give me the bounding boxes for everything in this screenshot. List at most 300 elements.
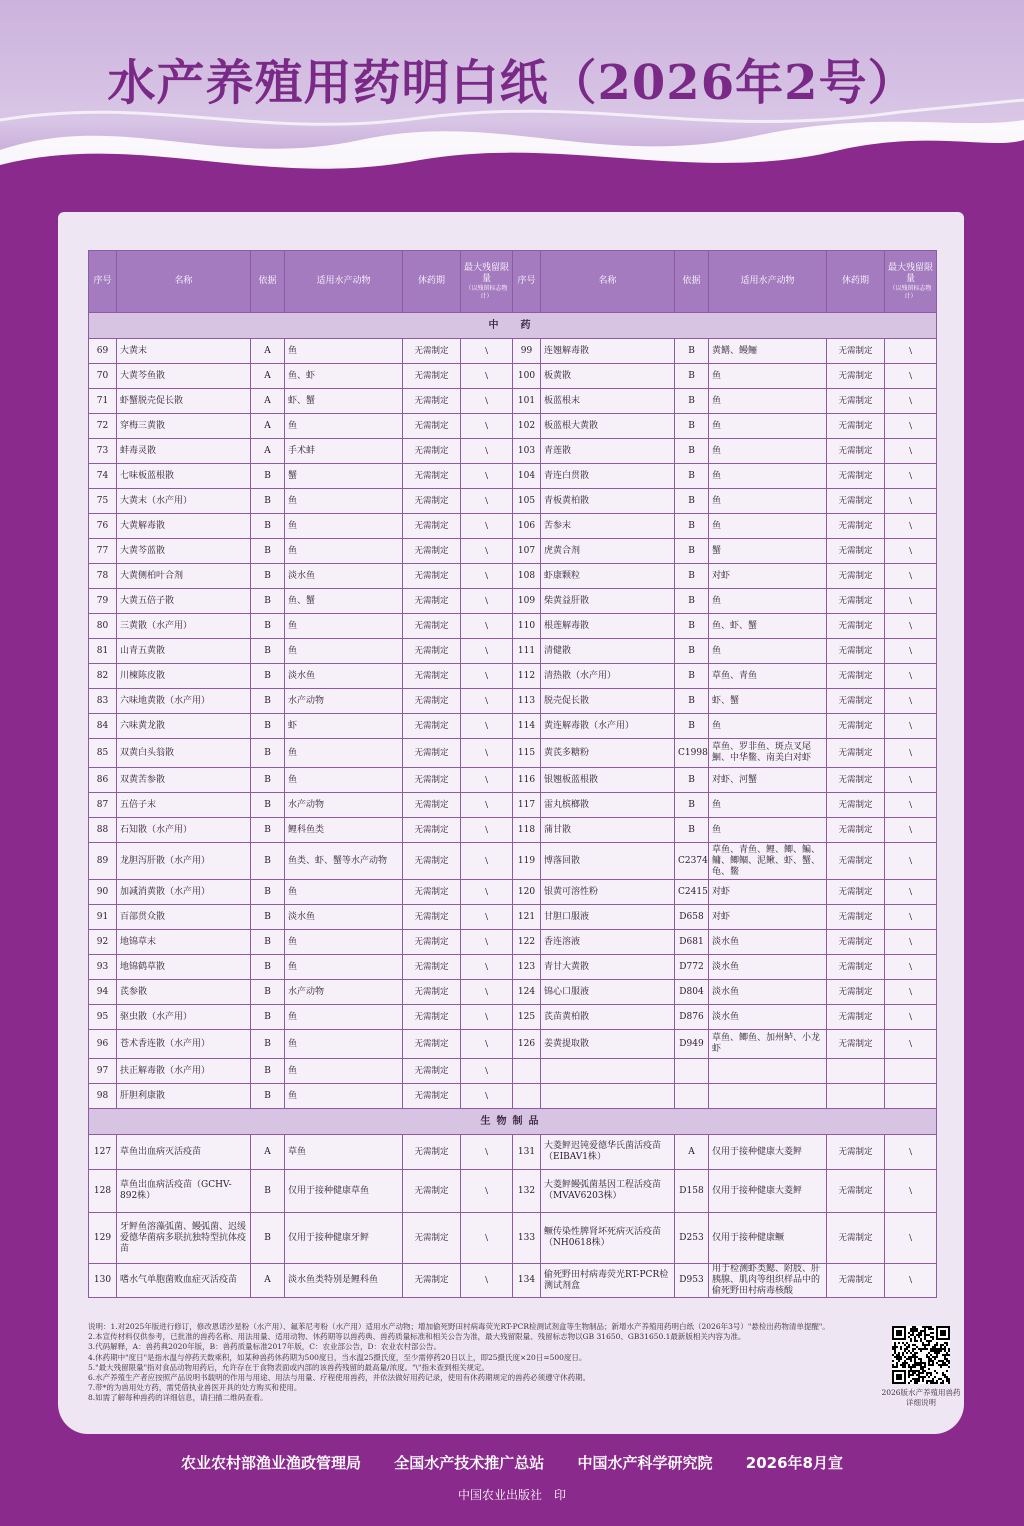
cell-withdrawal: 无需制定 xyxy=(403,1170,461,1213)
cell-basis: B xyxy=(251,843,285,880)
cell-animal: 淡水鱼 xyxy=(709,980,827,1005)
cell-basis: A xyxy=(251,364,285,389)
cell-empty xyxy=(709,1059,827,1084)
cell-animal: 鱼 xyxy=(709,639,827,664)
cell-no: 102 xyxy=(513,414,541,439)
cell-withdrawal: 无需制定 xyxy=(827,1135,885,1170)
cell-name: 川楝陈皮散 xyxy=(117,664,251,689)
cell-mrl: \ xyxy=(885,1213,937,1264)
cell-no: 124 xyxy=(513,980,541,1005)
cell-animal: 鱼 xyxy=(285,1059,403,1084)
cell-no: 105 xyxy=(513,489,541,514)
cell-basis: B xyxy=(251,639,285,664)
cell-name: 蚌毒灵散 xyxy=(117,439,251,464)
cell-basis: B xyxy=(251,464,285,489)
cell-no: 107 xyxy=(513,539,541,564)
cell-no: 82 xyxy=(89,664,117,689)
cell-basis: B xyxy=(251,564,285,589)
cell-withdrawal: 无需制定 xyxy=(403,564,461,589)
cell-animal: 鱼 xyxy=(285,768,403,793)
cell-withdrawal: 无需制定 xyxy=(827,1005,885,1030)
cell-animal: 鱼、蟹 xyxy=(285,589,403,614)
cell-mrl: \ xyxy=(885,980,937,1005)
cell-withdrawal: 无需制定 xyxy=(403,389,461,414)
cell-no: 90 xyxy=(89,880,117,905)
cell-no: 112 xyxy=(513,664,541,689)
qr-code[interactable] xyxy=(892,1326,950,1384)
cell-no: 77 xyxy=(89,539,117,564)
cell-no: 99 xyxy=(513,339,541,364)
cell-no: 101 xyxy=(513,389,541,414)
cell-animal: 草鱼、罗非鱼、斑点叉尾鮰、中华鳖、南美白对虾 xyxy=(709,739,827,768)
header-banner xyxy=(0,0,1024,200)
cell-basis: B xyxy=(675,639,709,664)
cell-animal: 淡水鱼 xyxy=(709,1005,827,1030)
cell-withdrawal: 无需制定 xyxy=(827,793,885,818)
cell-animal: 鱼 xyxy=(709,414,827,439)
table-row xyxy=(89,464,937,489)
cell-no: 123 xyxy=(513,955,541,980)
cell-name: 大黄芩蓝散 xyxy=(117,539,251,564)
cell-animal: 对虾 xyxy=(709,564,827,589)
cell-mrl: \ xyxy=(461,689,513,714)
cell-animal: 淡水鱼 xyxy=(709,930,827,955)
cell-no: 126 xyxy=(513,1030,541,1059)
cell-basis: B xyxy=(675,793,709,818)
cell-animal: 鱼 xyxy=(709,464,827,489)
cell-no: 88 xyxy=(89,818,117,843)
cell-basis: A xyxy=(251,439,285,464)
cell-mrl: \ xyxy=(461,1135,513,1170)
cell-mrl: \ xyxy=(885,589,937,614)
cell-withdrawal: 无需制定 xyxy=(403,689,461,714)
drug-table xyxy=(88,250,937,1298)
cell-mrl: \ xyxy=(885,1135,937,1170)
header-no: 序号 xyxy=(89,251,117,313)
cell-withdrawal: 无需制定 xyxy=(827,714,885,739)
cell-animal: 仅用于接种健康鳜 xyxy=(709,1213,827,1264)
cell-empty xyxy=(675,1059,709,1084)
cell-basis: B xyxy=(251,793,285,818)
cell-animal: 鱼 xyxy=(285,739,403,768)
cell-withdrawal: 无需制定 xyxy=(827,930,885,955)
cell-animal: 鱼 xyxy=(285,339,403,364)
cell-no: 94 xyxy=(89,980,117,1005)
cell-animal: 淡水鱼 xyxy=(285,564,403,589)
cell-mrl: \ xyxy=(461,389,513,414)
note-line: 2.本宣传材料仅供参考，已批准的兽药名称、用法用量、适用动物、休药期等以兽药典、兽药质量标准和相关公告为准，最大残留限量、残留标志物以GB 31650、GB31650.1最新版相关内容为准。 xyxy=(88,1332,746,1342)
cell-withdrawal: 无需制定 xyxy=(827,664,885,689)
cell-withdrawal: 无需制定 xyxy=(403,905,461,930)
footer-orgs xyxy=(0,1452,1024,1473)
cell-mrl: \ xyxy=(461,514,513,539)
cell-animal: 仅用于接种健康牙鲆 xyxy=(285,1213,403,1264)
note-line: 6.水产养殖生产者应按照产品说明书载明的作用与用途、用法与用量、疗程使用兽药，并依法做好用药记录，使用有休药期规定的兽药必须遵守休药期。 xyxy=(88,1373,591,1383)
cell-animal: 鱼 xyxy=(709,489,827,514)
cell-mrl: \ xyxy=(885,439,937,464)
table-row xyxy=(89,514,937,539)
cell-name: 甘胆口服液 xyxy=(541,905,675,930)
cell-basis: B xyxy=(675,514,709,539)
cell-withdrawal: 无需制定 xyxy=(403,739,461,768)
cell-withdrawal: 无需制定 xyxy=(827,1170,885,1213)
cell-basis: B xyxy=(251,714,285,739)
cell-mrl: \ xyxy=(885,739,937,768)
cell-no: 70 xyxy=(89,364,117,389)
cell-withdrawal: 无需制定 xyxy=(403,1135,461,1170)
cell-name: 芪苗黄柏散 xyxy=(541,1005,675,1030)
cell-mrl: \ xyxy=(461,714,513,739)
cell-withdrawal: 无需制定 xyxy=(403,489,461,514)
cell-basis: B xyxy=(675,589,709,614)
cell-withdrawal: 无需制定 xyxy=(403,414,461,439)
cell-mrl: \ xyxy=(461,639,513,664)
header-mrl-label: 最大残留限量 xyxy=(464,262,510,284)
header-mrl xyxy=(885,251,937,313)
cell-basis: D772 xyxy=(675,955,709,980)
cell-withdrawal: 无需制定 xyxy=(403,843,461,880)
cell-name: 苍术香连散（水产用） xyxy=(117,1030,251,1059)
cell-basis: C2415 xyxy=(675,880,709,905)
cell-withdrawal: 无需制定 xyxy=(827,980,885,1005)
cell-no: 93 xyxy=(89,955,117,980)
cell-name: 虎黄合剂 xyxy=(541,539,675,564)
note-line: 4.休药期中"度日"是指水温与停药天数乘积，如某种兽药休药期为500度日，当水温25摄氏度，至少需停药20日以上，即25摄氏度×20日=500度日。 xyxy=(88,1352,587,1362)
cell-basis: B xyxy=(675,768,709,793)
cell-withdrawal: 无需制定 xyxy=(827,614,885,639)
cell-name: 地锦鹤草散 xyxy=(117,955,251,980)
cell-no: 72 xyxy=(89,414,117,439)
cell-no: 129 xyxy=(89,1213,117,1264)
cell-animal: 鱼 xyxy=(285,539,403,564)
cell-mrl: \ xyxy=(885,793,937,818)
cell-mrl: \ xyxy=(885,1170,937,1213)
cell-animal: 仅用于接种健康草鱼 xyxy=(285,1170,403,1213)
table-row xyxy=(89,768,937,793)
cell-no: 113 xyxy=(513,689,541,714)
cell-name: 大菱鲆迟钝爱德华氏菌活疫苗（EIBAV1株） xyxy=(541,1135,675,1170)
cell-name: 大黄末 xyxy=(117,339,251,364)
cell-animal: 草鱼、鲫鱼、加州鲈、小龙虾 xyxy=(709,1030,827,1059)
cell-basis: D253 xyxy=(675,1213,709,1264)
table-row xyxy=(89,689,937,714)
cell-withdrawal: 无需制定 xyxy=(403,364,461,389)
cell-name: 草鱼出血病活疫苗（GCHV-892株） xyxy=(117,1170,251,1213)
cell-withdrawal: 无需制定 xyxy=(403,464,461,489)
cell-name: 大黄侧柏叶合剂 xyxy=(117,564,251,589)
cell-no: 79 xyxy=(89,589,117,614)
cell-animal: 鱼、虾 xyxy=(285,364,403,389)
section-title-tcm: 中 药 xyxy=(89,313,937,339)
cell-mrl: \ xyxy=(461,905,513,930)
cell-mrl: \ xyxy=(885,564,937,589)
cell-animal: 虾、蟹 xyxy=(285,389,403,414)
cell-name: 七味板蓝根散 xyxy=(117,464,251,489)
notes-block xyxy=(88,1322,888,1404)
cell-withdrawal: 无需制定 xyxy=(403,339,461,364)
cell-no: 85 xyxy=(89,739,117,768)
table-row xyxy=(89,1059,937,1084)
cell-mrl: \ xyxy=(461,739,513,768)
cell-basis: B xyxy=(675,339,709,364)
cell-withdrawal: 无需制定 xyxy=(403,955,461,980)
cell-withdrawal: 无需制定 xyxy=(827,1264,885,1298)
cell-basis: B xyxy=(675,439,709,464)
table-row xyxy=(89,930,937,955)
cell-mrl: \ xyxy=(885,905,937,930)
cell-animal: 水产动物 xyxy=(285,689,403,714)
table-row xyxy=(89,1264,937,1298)
table-row xyxy=(89,389,937,414)
cell-withdrawal: 无需制定 xyxy=(403,1030,461,1059)
cell-basis: D953 xyxy=(675,1264,709,1298)
cell-basis: B xyxy=(675,818,709,843)
cell-name: 五倍子末 xyxy=(117,793,251,818)
cell-name: 穿梅三黄散 xyxy=(117,414,251,439)
cell-no: 100 xyxy=(513,364,541,389)
cell-basis: B xyxy=(251,689,285,714)
header-mrl-label: 最大残留限量 xyxy=(888,262,934,284)
cell-mrl: \ xyxy=(885,364,937,389)
cell-mrl: \ xyxy=(885,843,937,880)
cell-no: 71 xyxy=(89,389,117,414)
cell-no: 89 xyxy=(89,843,117,880)
cell-no: 128 xyxy=(89,1170,117,1213)
cell-basis: D804 xyxy=(675,980,709,1005)
cell-mrl: \ xyxy=(885,1005,937,1030)
cell-mrl: \ xyxy=(885,664,937,689)
cell-withdrawal: 无需制定 xyxy=(827,1213,885,1264)
cell-mrl: \ xyxy=(885,930,937,955)
cell-withdrawal: 无需制定 xyxy=(403,439,461,464)
cell-withdrawal: 无需制定 xyxy=(827,339,885,364)
cell-animal: 对虾 xyxy=(709,880,827,905)
cell-name: 山青五黄散 xyxy=(117,639,251,664)
cell-name: 黄芪多糖粉 xyxy=(541,739,675,768)
cell-empty xyxy=(885,1084,937,1109)
cell-basis: D658 xyxy=(675,905,709,930)
cell-basis: A xyxy=(251,339,285,364)
cell-animal: 草鱼 xyxy=(285,1135,403,1170)
table-row xyxy=(89,880,937,905)
cell-no: 116 xyxy=(513,768,541,793)
cell-mrl: \ xyxy=(885,514,937,539)
cell-basis: C2374 xyxy=(675,843,709,880)
table-row xyxy=(89,1170,937,1213)
header-animal: 适用水产动物 xyxy=(285,251,403,313)
cell-basis: B xyxy=(251,1030,285,1059)
cell-withdrawal: 无需制定 xyxy=(827,818,885,843)
cell-no: 76 xyxy=(89,514,117,539)
cell-name: 龙胆泻肝散（水产用） xyxy=(117,843,251,880)
cell-basis: B xyxy=(251,768,285,793)
cell-no: 122 xyxy=(513,930,541,955)
cell-withdrawal: 无需制定 xyxy=(403,793,461,818)
cell-mrl: \ xyxy=(885,689,937,714)
cell-animal: 水产动物 xyxy=(285,980,403,1005)
cell-name: 石知散（水产用） xyxy=(117,818,251,843)
cell-name: 加减消黄散（水产用） xyxy=(117,880,251,905)
cell-mrl: \ xyxy=(885,339,937,364)
cell-withdrawal: 无需制定 xyxy=(827,1030,885,1059)
cell-no: 119 xyxy=(513,843,541,880)
cell-mrl: \ xyxy=(461,980,513,1005)
cell-empty xyxy=(675,1084,709,1109)
table-row xyxy=(89,793,937,818)
cell-mrl: \ xyxy=(461,1213,513,1264)
table-row xyxy=(89,664,937,689)
table-row xyxy=(89,843,937,880)
cell-name: 板蓝根大黄散 xyxy=(541,414,675,439)
cell-mrl: \ xyxy=(461,768,513,793)
cell-basis: B xyxy=(251,514,285,539)
cell-mrl: \ xyxy=(461,564,513,589)
cell-no: 114 xyxy=(513,714,541,739)
cell-withdrawal: 无需制定 xyxy=(403,664,461,689)
cell-no: 104 xyxy=(513,464,541,489)
cell-animal: 黄鳝、鳗鲡 xyxy=(709,339,827,364)
cell-basis: B xyxy=(251,1059,285,1084)
cell-withdrawal: 无需制定 xyxy=(403,1059,461,1084)
cell-basis: B xyxy=(251,1005,285,1030)
cell-animal: 鱼 xyxy=(285,880,403,905)
cell-no: 69 xyxy=(89,339,117,364)
cell-mrl: \ xyxy=(885,880,937,905)
cell-name: 驱虫散（水产用） xyxy=(117,1005,251,1030)
cell-basis: B xyxy=(675,539,709,564)
table-row xyxy=(89,1084,937,1109)
cell-basis: B xyxy=(251,614,285,639)
cell-no: 130 xyxy=(89,1264,117,1298)
cell-no: 92 xyxy=(89,930,117,955)
table-row xyxy=(89,1005,937,1030)
cell-animal: 淡水鱼类特别是鲤科鱼 xyxy=(285,1264,403,1298)
cell-mrl: \ xyxy=(461,614,513,639)
cell-animal: 鱼类、虾、蟹等水产动物 xyxy=(285,843,403,880)
cell-name: 偷死野田村病毒荧光RT-PCR检测试剂盒 xyxy=(541,1264,675,1298)
cell-animal: 蟹 xyxy=(709,539,827,564)
cell-withdrawal: 无需制定 xyxy=(403,980,461,1005)
cell-no: 91 xyxy=(89,905,117,930)
cell-mrl: \ xyxy=(461,339,513,364)
cell-animal: 鱼、虾、蟹 xyxy=(709,614,827,639)
cell-no: 118 xyxy=(513,818,541,843)
cell-basis: B xyxy=(251,1170,285,1213)
footer-publisher: 中国农业出版社 印 xyxy=(457,1488,566,1502)
cell-name: 草鱼出血病灭活疫苗 xyxy=(117,1135,251,1170)
cell-mrl: \ xyxy=(461,1005,513,1030)
cell-withdrawal: 无需制定 xyxy=(827,564,885,589)
cell-name: 大黄解毒散 xyxy=(117,514,251,539)
cell-mrl: \ xyxy=(461,843,513,880)
cell-name: 双黄白头翁散 xyxy=(117,739,251,768)
cell-withdrawal: 无需制定 xyxy=(403,1264,461,1298)
table-row xyxy=(89,414,937,439)
cell-basis: A xyxy=(675,1135,709,1170)
header-basis: 依据 xyxy=(675,251,709,313)
cell-basis: B xyxy=(251,664,285,689)
cell-animal: 草鱼、青鱼、鲤、鲫、鳊、鳙、鲫鲴、泥鳅、虾、蟹、龟、鳖 xyxy=(709,843,827,880)
cell-no: 73 xyxy=(89,439,117,464)
cell-no: 108 xyxy=(513,564,541,589)
header-mrl-sub: （以残留标志物计） xyxy=(465,284,508,300)
cell-no: 117 xyxy=(513,793,541,818)
cell-basis: B xyxy=(675,414,709,439)
cell-name: 姜黄提取散 xyxy=(541,1030,675,1059)
cell-mrl: \ xyxy=(461,464,513,489)
cell-animal: 对虾 xyxy=(709,905,827,930)
cell-withdrawal: 无需制定 xyxy=(403,1213,461,1264)
cell-animal: 水产动物 xyxy=(285,793,403,818)
cell-withdrawal: 无需制定 xyxy=(403,930,461,955)
cell-no: 74 xyxy=(89,464,117,489)
cell-mrl: \ xyxy=(461,1264,513,1298)
note-line: 8.如需了解每种兽药的详细信息，请扫描二维码查看。 xyxy=(88,1393,268,1403)
cell-animal: 鱼 xyxy=(285,414,403,439)
cell-withdrawal: 无需制定 xyxy=(827,768,885,793)
cell-no: 75 xyxy=(89,489,117,514)
cell-name: 板蓝根末 xyxy=(541,389,675,414)
cell-mrl: \ xyxy=(461,818,513,843)
cell-mrl: \ xyxy=(461,1170,513,1213)
header-name: 名称 xyxy=(117,251,251,313)
header-animal: 适用水产动物 xyxy=(709,251,827,313)
footer-org-1: 农业农村部渔业渔政管理局 xyxy=(181,1454,362,1472)
cell-withdrawal: 无需制定 xyxy=(827,539,885,564)
cell-animal: 淡水鱼 xyxy=(709,955,827,980)
cell-name: 扶正解毒散（水产用） xyxy=(117,1059,251,1084)
table-body xyxy=(89,313,937,1298)
cell-animal: 鱼 xyxy=(709,364,827,389)
header-withdrawal: 休药期 xyxy=(403,251,461,313)
cell-mrl: \ xyxy=(461,930,513,955)
header-mrl-sub: （以残留标志物计） xyxy=(889,284,932,300)
cell-name: 地锦草末 xyxy=(117,930,251,955)
cell-withdrawal: 无需制定 xyxy=(403,1005,461,1030)
cell-animal: 鱼 xyxy=(285,930,403,955)
note-line: 3.代码解释，A：兽药典2020年版，B：兽药质量标准2017年版，C：农业部公告，D：农业农村部公告。 xyxy=(88,1342,442,1352)
cell-withdrawal: 无需制定 xyxy=(827,639,885,664)
cell-mrl: \ xyxy=(461,1059,513,1084)
cell-animal: 用于检测虾类鳃、附肢、肝胰腺、肌肉等组织样品中的偷死野田村病毒核酸 xyxy=(709,1264,827,1298)
table-row xyxy=(89,955,937,980)
footer-org-2: 全国水产技术推广总站 xyxy=(394,1454,545,1472)
cell-mrl: \ xyxy=(461,364,513,389)
table-row xyxy=(89,364,937,389)
cell-basis: B xyxy=(251,589,285,614)
cell-withdrawal: 无需制定 xyxy=(827,843,885,880)
cell-mrl: \ xyxy=(885,1264,937,1298)
section-row-tcm xyxy=(89,313,937,339)
table-row xyxy=(89,539,937,564)
cell-mrl: \ xyxy=(885,614,937,639)
table-row xyxy=(89,614,937,639)
cell-animal: 鱼 xyxy=(285,489,403,514)
cell-no: 127 xyxy=(89,1135,117,1170)
page-title: 水产养殖用药明白纸（2026年2号） xyxy=(107,55,917,111)
cell-no: 120 xyxy=(513,880,541,905)
cell-name: 双黄苦参散 xyxy=(117,768,251,793)
cell-animal: 鱼 xyxy=(709,389,827,414)
cell-basis: C1998 xyxy=(675,739,709,768)
cell-withdrawal: 无需制定 xyxy=(827,905,885,930)
cell-name: 脱壳促长散 xyxy=(541,689,675,714)
cell-name: 大菱鲆鳗弧菌基因工程活疫苗（MVAV6203株） xyxy=(541,1170,675,1213)
table-row xyxy=(89,714,937,739)
cell-no: 83 xyxy=(89,689,117,714)
cell-name: 芪参散 xyxy=(117,980,251,1005)
cell-no: 110 xyxy=(513,614,541,639)
